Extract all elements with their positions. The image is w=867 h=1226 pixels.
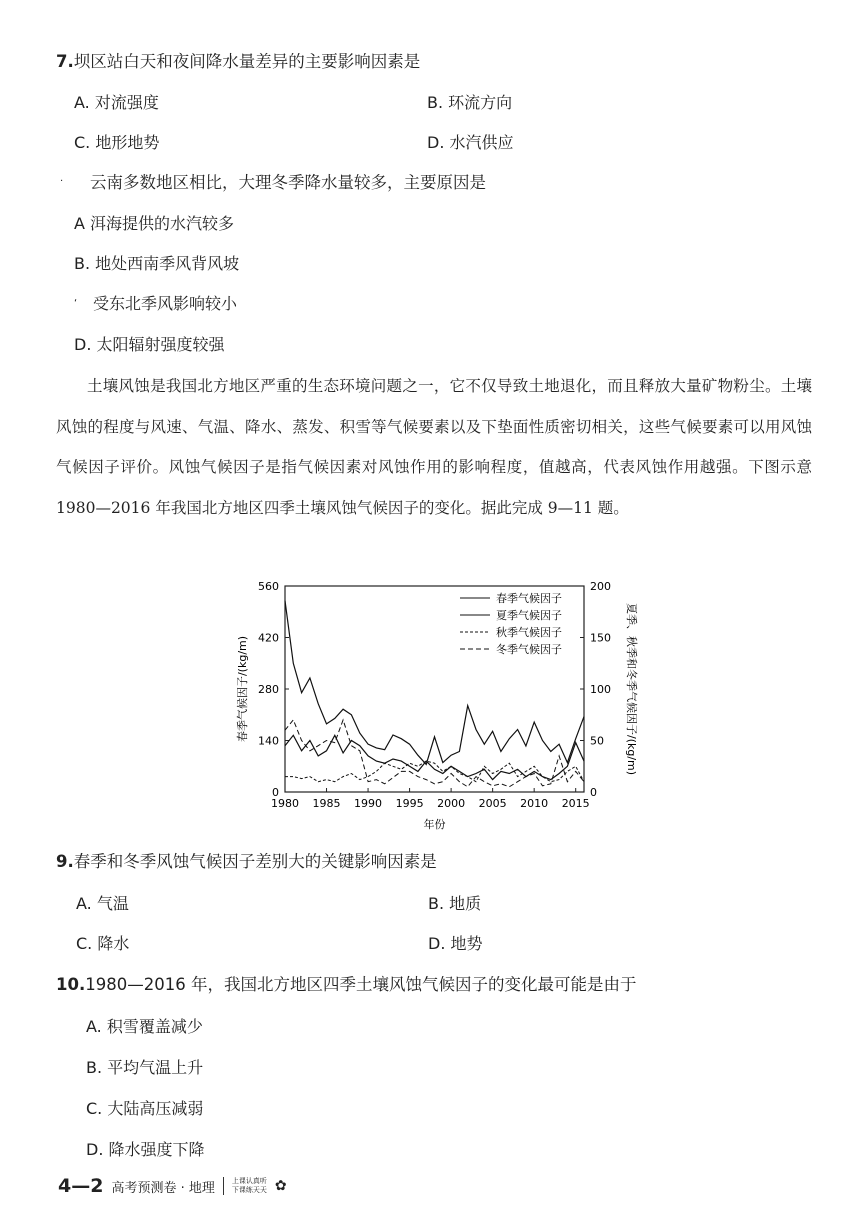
q10-stem: 10.1980—2016 年，我国北方地区四季土壤风蚀气候因子的变化最可能是由于	[56, 975, 637, 994]
q8-option-c: 受东北季风影响较小	[93, 294, 238, 313]
y-tick-label-right: 100	[590, 683, 611, 696]
y-tick-label-right: 150	[590, 631, 611, 645]
q10-option-b: B. 平均气温上升	[86, 1058, 204, 1077]
q9-option-a: A. 气温	[76, 894, 129, 913]
q7-option-c: C. 地形地势	[74, 133, 160, 152]
q10-option-a: A. 积雪覆盖减少	[86, 1017, 203, 1036]
mascot-icon: ✿	[274, 1178, 287, 1194]
paper-series: 高考预测卷 · 地理	[111, 1180, 215, 1196]
y-tick-label-left: 280	[258, 683, 279, 696]
x-tick-label: 2010	[520, 797, 549, 810]
y-tick-label-right: 200	[590, 580, 611, 593]
q10-option-d: D. 降水强度下降	[86, 1140, 205, 1159]
legend-label: 冬季气候因子	[496, 643, 562, 656]
summer-series-line	[285, 735, 584, 779]
autumn-series-line	[285, 761, 584, 782]
q9-number: 9.	[56, 852, 74, 871]
y-axis-label-right: 夏季、秋季和冬季气候因子/(kg/m)	[625, 602, 638, 776]
footer-slogan: 上课认真听 下课练天天	[231, 1177, 267, 1194]
q9-option-c: C. 降水	[76, 934, 130, 953]
winter-series-line	[285, 720, 584, 787]
passage: 土壤风蚀是我国北方地区严重的生态环境问题之一，它不仅导致土地退化，而且释放大量矿物粉尘。土壤风蚀的程度与风速、气温、降水、蒸发、积雪等气候要素以及下垫面性质密切相关，这些气候要素可以用风蚀气候因子评价。风蚀气候因子是指气候因素对风蚀作用的影响程度，值越高，代表风蚀作用越强。下图示意 1980—2016 年我国北方地区四季土壤风蚀气候因子的变化。据此完成 9—11 题。	[56, 377, 812, 517]
x-tick-label: 2000	[437, 797, 466, 810]
y-tick-label-left: 0	[272, 786, 279, 799]
x-tick-label: 2005	[478, 797, 507, 810]
legend-label: 夏季气候因子	[496, 609, 562, 622]
legend-label: 春季气候因子	[496, 592, 562, 605]
y-tick-label-left: 560	[258, 580, 279, 593]
q8-number-smudge: ·	[60, 176, 64, 187]
q9-option-d: D. 地势	[428, 934, 483, 953]
q9-stem: 9.春季和冬季风蚀气候因子差别大的关键影响因素是	[56, 852, 437, 871]
page-footer	[58, 1172, 287, 1200]
y-tick-label-left: 140	[258, 734, 279, 748]
q8-stem: 云南多数地区相比，大理冬季降水量较多，主要原因是	[90, 173, 486, 192]
x-tick-label: 1980	[271, 797, 299, 810]
y-tick-label-right: 50	[590, 734, 604, 748]
y-tick-label-right: 0	[590, 786, 597, 799]
legend-label: 秋季气候因子	[496, 626, 562, 639]
chart-legend	[460, 591, 562, 656]
x-tick-label: 2015	[561, 797, 590, 810]
q9-option-b: B. 地质	[428, 894, 482, 913]
x-tick-label: 1995	[395, 797, 424, 810]
q7-stem: 7.坝区站白天和夜间降水量差异的主要影响因素是	[56, 52, 421, 71]
x-tick-label: 1985	[312, 797, 341, 810]
q7-option-a: A. 对流强度	[74, 93, 159, 112]
q8-option-c-smudge: ‘	[74, 298, 78, 309]
q10-number: 10.	[56, 975, 86, 994]
y-tick-label-left: 420	[258, 631, 279, 645]
q7-number: 7.	[56, 52, 74, 71]
page-number: 4—2	[58, 1175, 104, 1197]
wind-erosion-chart	[228, 572, 648, 834]
q7-option-d: D. 水汽供应	[427, 133, 514, 152]
y-axis-label-left: 春季气候因子/(kg/m)	[236, 635, 249, 743]
x-tick-label: 1990	[354, 797, 383, 810]
q8-option-b: B. 地处西南季风背风坡	[74, 254, 240, 273]
x-axis-label: 年份	[423, 818, 446, 831]
q10-option-c: C. 大陆高压减弱	[86, 1099, 204, 1118]
footer-divider	[223, 1177, 224, 1195]
q8-option-d: D. 太阳辐射强度较强	[74, 335, 225, 354]
q8-option-a: A 洱海提供的水汽较多	[74, 214, 235, 233]
q7-option-b: B. 环流方向	[427, 93, 513, 112]
